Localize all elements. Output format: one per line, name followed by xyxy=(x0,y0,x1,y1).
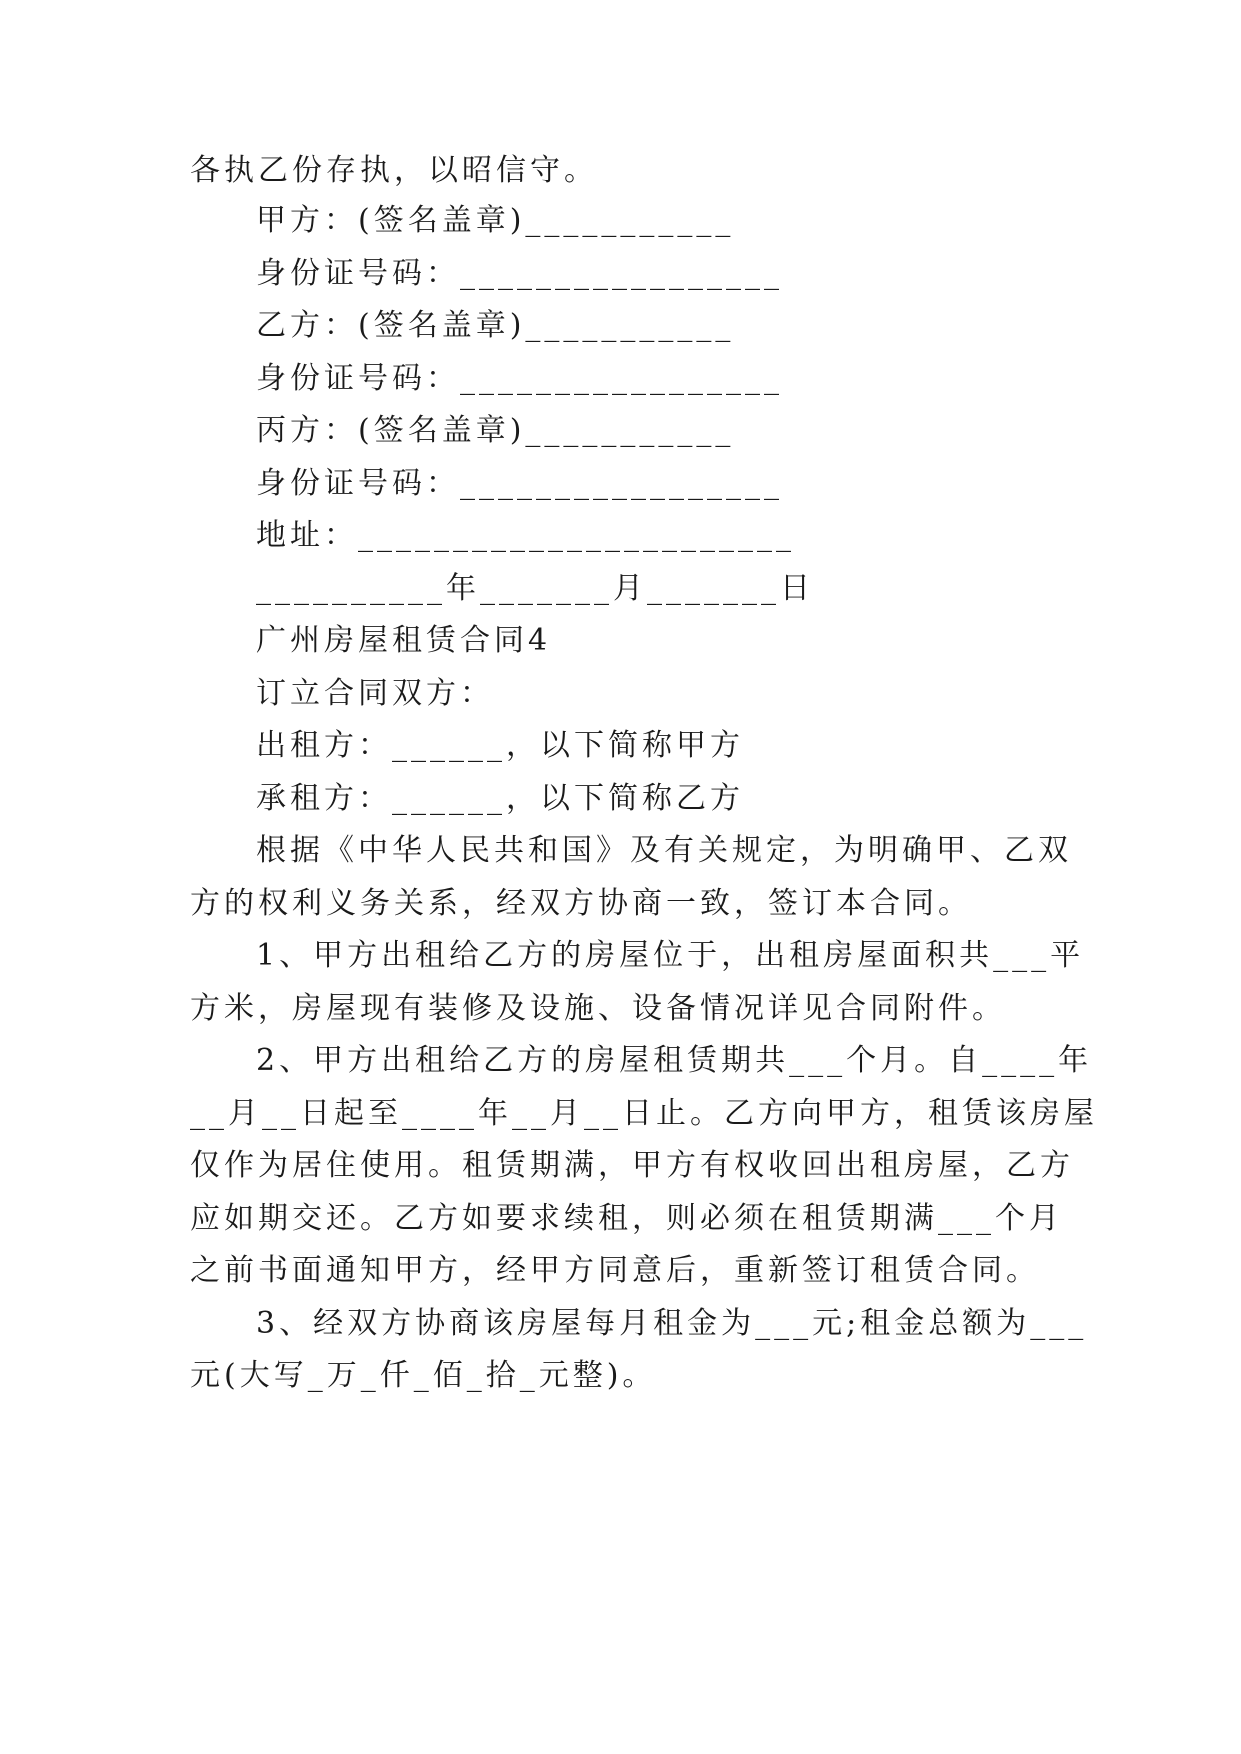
paragraph-line: 方的权利义务关系，经双方协商一致，签订本合同。 xyxy=(190,886,972,921)
parties-heading: 订立合同双方： xyxy=(256,676,494,711)
clause-3-line: 元(大写_万_仟_佰_拾_元整)。 xyxy=(190,1358,657,1393)
lessee-line: 承租方：______，以下简称乙方 xyxy=(256,781,744,816)
party-a-signature-line: 甲方：(签名盖章)___________ xyxy=(256,203,735,238)
clause-2-line: 之前书面通知甲方，经甲方同意后，重新签订租赁合同。 xyxy=(190,1253,1040,1288)
party-b-signature-line: 乙方：(签名盖章)___________ xyxy=(256,308,735,343)
paragraph-line: 根据《中华人民共和国》及有关规定，为明确甲、乙双 xyxy=(256,833,1072,868)
clause-1-line: 方米，房屋现有装修及设施、设备情况详见合同附件。 xyxy=(190,991,1006,1026)
party-a-id-line: 身份证号码：_________________ xyxy=(256,256,783,291)
address-line: 地址：_______________________ xyxy=(256,518,795,553)
clause-2-line: 仅作为居住使用。租赁期满，甲方有权收回出租房屋，乙方 xyxy=(190,1148,1074,1183)
party-c-id-line: 身份证号码：_________________ xyxy=(256,466,783,501)
clause-2-line: __月__日起至____年__月__日止。乙方向甲方，租赁该房屋 xyxy=(190,1096,1098,1131)
clause-1-line: 1、甲方出租给乙方的房屋位于，出租房屋面积共___平 xyxy=(256,938,1085,973)
contract-title: 广州房屋租赁合同4 xyxy=(256,623,552,658)
text-line: 各执乙份存执，以昭信守。 xyxy=(190,153,598,188)
clause-3-line: 3、经双方协商该房屋每月租金为___元;租金总额为___ xyxy=(256,1306,1088,1341)
party-c-signature-line: 丙方：(签名盖章)___________ xyxy=(256,413,735,448)
clause-2-line: 2、甲方出租给乙方的房屋租赁期共___个月。自____年 xyxy=(256,1043,1093,1078)
party-b-id-line: 身份证号码：_________________ xyxy=(256,361,783,396)
lessor-line: 出租方：______，以下简称甲方 xyxy=(256,728,744,763)
clause-2-line: 应如期交还。乙方如要求续租，则必须在租赁期满___个月 xyxy=(190,1201,1063,1236)
date-line: __________年_______月_______日 xyxy=(256,571,814,606)
